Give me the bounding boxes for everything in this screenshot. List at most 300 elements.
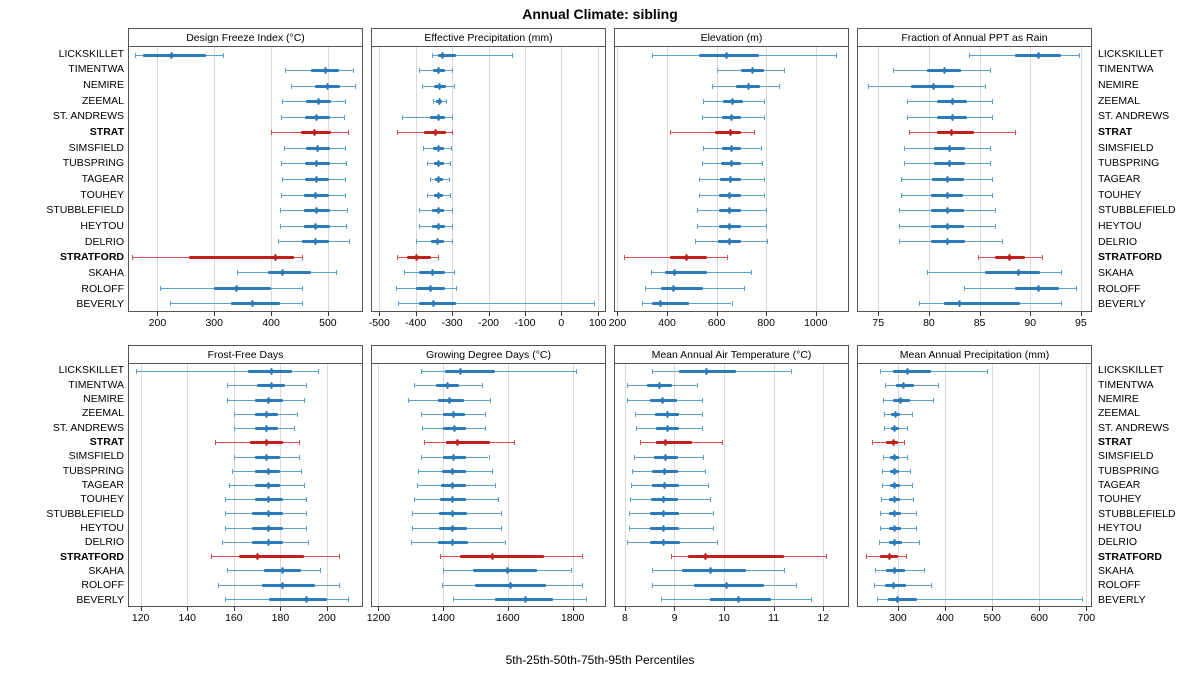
whisker-cap	[306, 383, 307, 388]
whisker-cap	[396, 286, 397, 291]
x-tick	[328, 312, 329, 316]
median-marker	[456, 439, 459, 446]
whisker-cap	[419, 224, 420, 229]
y-tick-label: TOUHEY	[80, 188, 124, 201]
whisker-cap	[411, 540, 412, 545]
whisker-cap	[882, 469, 883, 474]
whisker-cap	[227, 568, 228, 573]
whisker-cap	[885, 383, 886, 388]
grid-line	[525, 47, 526, 311]
median-marker	[899, 397, 902, 404]
y-tick-label: DELRIO	[1098, 536, 1138, 549]
y-tick-label: STUBBLEFIELD	[1098, 204, 1176, 217]
y-tick-label: ZEEMAL	[1098, 94, 1141, 107]
x-axis-panel-effective-precipitation	[368, 312, 607, 332]
whisker-cap	[652, 369, 653, 374]
whisker-cap	[764, 193, 765, 198]
whisker-cap	[722, 440, 723, 445]
y-tick-label: DELRIO	[84, 235, 124, 248]
whisker-cap	[345, 177, 346, 182]
median-marker	[892, 582, 895, 589]
whisker-cap	[762, 161, 763, 166]
interquartile-bar	[661, 287, 703, 290]
whisker-cap	[1042, 255, 1043, 260]
y-tick-label: STUBBLEFIELD	[1098, 507, 1176, 520]
whisker-cap	[695, 239, 696, 244]
median-marker	[281, 269, 284, 276]
x-tick	[378, 607, 379, 611]
whisker-cap	[784, 568, 785, 573]
whisker-cap	[713, 526, 714, 531]
x-tick	[674, 607, 675, 611]
whisker-cap	[397, 255, 398, 260]
whisker-cap	[225, 511, 226, 516]
x-tick	[379, 312, 380, 316]
x-tick	[452, 312, 453, 316]
whisker-cap	[170, 301, 171, 306]
x-tick	[667, 312, 668, 316]
y-tick-label: SIMSFIELD	[68, 141, 124, 154]
x-tick-label: 100	[588, 317, 607, 329]
x-tick-label: 400	[262, 317, 280, 329]
whisker-cap	[924, 568, 925, 573]
plot-area	[858, 47, 1091, 311]
whisker-cap	[990, 146, 991, 151]
median-marker	[265, 454, 268, 461]
median-marker	[946, 238, 949, 245]
interquartile-bar	[937, 131, 974, 134]
whisker-cap	[992, 99, 993, 104]
page-title: Annual Climate: sibling	[522, 6, 678, 22]
median-marker	[434, 129, 437, 136]
whisker-cap	[418, 469, 419, 474]
panel-frost-free-days	[128, 345, 363, 607]
whisker-cap	[702, 115, 703, 120]
median-marker	[281, 582, 284, 589]
y-tick-label: HEYTOU	[1098, 522, 1142, 535]
whisker-cap	[872, 440, 873, 445]
grid-line	[573, 364, 574, 606]
whisker-cap	[992, 193, 993, 198]
x-tick	[416, 312, 417, 316]
whisker-cap	[912, 483, 913, 488]
whisker-cap	[280, 208, 281, 213]
whisker-cap	[703, 146, 704, 151]
median-marker	[314, 238, 317, 245]
whisker-cap	[883, 398, 884, 403]
panel-title: Design Freeze Index (°C)	[129, 29, 362, 47]
median-marker	[1037, 52, 1040, 59]
whisker-cap	[907, 99, 908, 104]
plot-area	[615, 47, 848, 311]
median-marker	[662, 539, 665, 546]
x-tick	[1081, 312, 1082, 316]
x-tick	[929, 312, 930, 316]
y-tick-label: TOUHEY	[80, 493, 124, 506]
median-marker	[270, 382, 273, 389]
whisker-cap	[432, 53, 433, 58]
median-marker	[438, 98, 441, 105]
median-marker	[943, 67, 946, 74]
interquartile-bar	[438, 54, 456, 57]
y-tick-label: STRAT	[1098, 435, 1133, 448]
y-tick-label: NEMIRE	[83, 79, 124, 92]
median-marker	[270, 368, 273, 375]
median-marker	[452, 454, 455, 461]
median-marker	[659, 300, 662, 307]
median-marker	[451, 496, 454, 503]
x-tick-label: 700	[1077, 612, 1096, 624]
x-axis-panel-design-freeze-index	[129, 312, 362, 332]
interquartile-bar	[985, 271, 1041, 274]
whisker-cap	[916, 511, 917, 516]
x-tick	[489, 312, 490, 316]
median-marker	[662, 510, 665, 517]
median-marker	[946, 176, 949, 183]
x-tick	[625, 607, 626, 611]
panel-design-freeze-index	[128, 28, 363, 312]
whisker-cap	[297, 412, 298, 417]
x-tick-label: 85	[973, 317, 986, 329]
interquartile-bar	[893, 370, 931, 373]
x-axis-panel-elevation	[608, 312, 848, 332]
median-marker	[731, 98, 734, 105]
median-marker	[664, 454, 667, 461]
grid-line	[379, 47, 380, 311]
x-tick-label: 1400	[431, 612, 455, 624]
y-tick-label: TIMENTWA	[1098, 63, 1154, 76]
panel-fraction-ppt-rain	[857, 28, 1092, 312]
whisker-cap	[291, 84, 292, 89]
grid-line	[187, 364, 188, 606]
whisker-cap	[931, 583, 932, 588]
whisker-cap	[421, 455, 422, 460]
whisker-cap	[901, 193, 902, 198]
y-tick-label: STRATFORD	[60, 251, 124, 264]
whisker-cap	[969, 53, 970, 58]
whisker-cap	[284, 146, 285, 151]
whisker-cap	[278, 239, 279, 244]
whisker-cap	[306, 526, 307, 531]
x-tick-label: 11	[768, 612, 780, 624]
whisker-cap	[919, 540, 920, 545]
whisker-cap	[779, 84, 780, 89]
whisker-cap	[990, 161, 991, 166]
x-tick-label: 160	[225, 612, 243, 624]
whisker-cap	[901, 177, 902, 182]
y-tick-label: TIMENTWA	[68, 378, 124, 391]
y-tick-label: LICKSKILLET	[1098, 364, 1164, 377]
grid-line	[141, 364, 142, 606]
whisker-cap	[485, 426, 486, 431]
whisker-cap	[880, 369, 881, 374]
median-marker	[728, 223, 731, 230]
whisker-cap	[452, 115, 453, 120]
interquartile-bar	[650, 541, 681, 544]
median-marker	[256, 553, 259, 560]
whisker-cap	[576, 369, 577, 374]
x-tick-label: 9	[671, 612, 678, 624]
median-marker	[438, 83, 441, 90]
panel-title: Growing Degree Days (°C)	[372, 346, 605, 364]
whisker-cap	[339, 583, 340, 588]
whisker-cap	[452, 68, 453, 73]
whisker-cap	[306, 497, 307, 502]
median-marker	[662, 525, 665, 532]
whisker-cap	[345, 99, 346, 104]
y-tick-label: BEVERLY	[76, 298, 124, 311]
x-tick-label: 95	[1075, 317, 1087, 329]
whisker-cap	[282, 99, 283, 104]
x-axis-caption: 5th-25th-50th-75th-95th Percentiles	[505, 653, 695, 667]
whisker-cap	[629, 526, 630, 531]
whisker-cap	[884, 426, 885, 431]
y-tick-label: TAGEAR	[1098, 173, 1141, 185]
median-marker	[1017, 269, 1020, 276]
median-marker	[673, 269, 676, 276]
whisker-cap	[482, 383, 483, 388]
x-tick	[234, 607, 235, 611]
y-tick-label: SKAHA	[1098, 266, 1134, 279]
median-marker	[265, 411, 268, 418]
whisker-cap	[703, 455, 704, 460]
x-tick	[443, 607, 444, 611]
x-tick	[1039, 607, 1040, 611]
median-marker	[267, 510, 270, 517]
median-marker	[491, 553, 494, 560]
whisker-cap	[705, 469, 706, 474]
y-tick-label: ZEEMAL	[81, 94, 124, 107]
interquartile-bar	[269, 598, 327, 601]
x-tick-label: -400	[405, 317, 427, 329]
whisker-cap	[713, 511, 714, 516]
whisker-cap	[450, 161, 451, 166]
y-tick-label: ST. ANDREWS	[52, 421, 124, 434]
whisker-cap	[899, 224, 900, 229]
whisker-cap	[281, 161, 282, 166]
y-tick-label: BEVERLY	[1098, 593, 1146, 606]
whisker-cap	[796, 583, 797, 588]
whisker-cap	[880, 526, 881, 531]
median-marker	[453, 425, 456, 432]
x-tick-label: 120	[131, 612, 150, 624]
median-marker	[663, 468, 666, 475]
whisker-cap	[1015, 130, 1016, 135]
x-axis-panel-fraction-ppt-rain	[858, 312, 1091, 332]
whisker-cap	[634, 455, 635, 460]
median-marker	[685, 254, 688, 261]
whisker-cap	[995, 208, 996, 213]
x-tick-label: 1200	[366, 612, 391, 624]
x-tick	[141, 607, 142, 611]
whisker-cap	[449, 177, 450, 182]
median-marker	[729, 129, 732, 136]
median-marker	[326, 83, 329, 90]
interquartile-bar	[688, 555, 783, 558]
whisker-cap	[454, 270, 455, 275]
whisker-cap	[430, 177, 431, 182]
whisker-cap	[764, 177, 765, 182]
interquartile-bar	[143, 54, 206, 57]
whisker-cap	[398, 301, 399, 306]
x-tick	[561, 312, 562, 316]
whisker-cap	[304, 483, 305, 488]
median-marker	[747, 83, 750, 90]
whisker-cap	[227, 383, 228, 388]
whisker-cap	[1002, 239, 1003, 244]
y-tick-label: ST. ANDREWS	[52, 110, 124, 123]
x-tick	[573, 607, 574, 611]
median-marker	[896, 596, 899, 603]
interquartile-bar	[262, 584, 316, 587]
whisker-cap	[868, 84, 869, 89]
median-marker	[281, 567, 284, 574]
grid-line	[992, 364, 993, 606]
median-marker	[661, 397, 664, 404]
x-tick	[214, 312, 215, 316]
median-marker	[948, 160, 951, 167]
whisker-cap	[132, 255, 133, 260]
y-tick-label: ST. ANDREWS	[1098, 110, 1170, 123]
interquartile-bar	[652, 302, 689, 305]
y-tick-label: BEVERLY	[1098, 298, 1146, 311]
y-tick-label: SIMSFIELD	[68, 450, 124, 463]
whisker-cap	[302, 286, 303, 291]
median-marker	[958, 300, 961, 307]
whisker-cap	[349, 239, 350, 244]
y-tick-label: SIMSFIELD	[1098, 141, 1154, 154]
whisker-cap	[727, 255, 728, 260]
y-tick-label: TOUHEY	[1098, 493, 1142, 506]
grid-line	[214, 47, 215, 311]
whisker-cap	[1061, 301, 1062, 306]
median-marker	[274, 254, 277, 261]
median-marker	[894, 411, 897, 418]
grid-line	[489, 47, 490, 311]
whisker-cap	[433, 99, 434, 104]
median-marker	[267, 496, 270, 503]
whisker-cap	[627, 383, 628, 388]
whisker-cap	[630, 497, 631, 502]
whisker-cap	[302, 301, 303, 306]
median-marker	[432, 300, 435, 307]
y-tick-label: SIMSFIELD	[1098, 450, 1154, 463]
median-marker	[267, 525, 270, 532]
median-marker	[666, 425, 669, 432]
whisker-cap	[985, 84, 986, 89]
grid-line	[1081, 47, 1082, 311]
y-tick-label: TAGEAR	[81, 173, 124, 185]
median-marker	[666, 411, 669, 418]
whisker-cap	[419, 68, 420, 73]
whisker-cap	[320, 568, 321, 573]
whisker-cap	[893, 68, 894, 73]
grid-line	[1086, 364, 1087, 606]
whisker-cap	[764, 99, 765, 104]
whisker-cap	[826, 554, 827, 559]
y-tick-label: SKAHA	[88, 565, 124, 578]
whisker-cap	[421, 369, 422, 374]
x-tick-label: -500	[368, 317, 390, 329]
whisker-cap	[271, 130, 272, 135]
y-tick-label: ZEEMAL	[81, 407, 124, 420]
x-tick	[766, 312, 767, 316]
median-marker	[730, 114, 733, 121]
median-marker	[950, 129, 953, 136]
median-marker	[893, 567, 896, 574]
whisker-cap	[992, 115, 993, 120]
x-tick-label: 1800	[560, 612, 585, 624]
whisker-cap	[907, 115, 908, 120]
whisker-cap	[348, 130, 349, 135]
x-tick-label: 0	[558, 317, 565, 329]
whisker-line	[421, 371, 576, 372]
x-tick-label: -200	[477, 317, 500, 329]
median-marker	[751, 67, 754, 74]
whisker-cap	[571, 568, 572, 573]
y-tick-label: STRAT	[89, 435, 124, 448]
panel-growing-degree-days	[371, 345, 606, 607]
whisker-cap	[913, 497, 914, 502]
whisker-cap	[744, 286, 745, 291]
whisker-cap	[594, 301, 595, 306]
whisker-cap	[355, 84, 356, 89]
whisker-cap	[489, 455, 490, 460]
interquartile-bar	[189, 256, 294, 259]
whisker-cap	[419, 208, 420, 213]
whisker-cap	[990, 68, 991, 73]
y-tick-label: TAGEAR	[1098, 479, 1141, 491]
median-marker	[316, 145, 319, 152]
grid-line	[378, 364, 379, 606]
plot-area	[129, 47, 362, 311]
whisker-cap	[874, 583, 875, 588]
y-axis-labels-right	[1098, 345, 1200, 607]
y-tick-label: TIMENTWA	[1098, 378, 1154, 391]
whisker-cap	[642, 301, 643, 306]
x-tick	[992, 607, 993, 611]
median-marker	[265, 425, 268, 432]
x-tick-label: 500	[319, 317, 337, 329]
whisker-cap	[651, 270, 652, 275]
whisker-cap	[784, 68, 785, 73]
whisker-cap	[446, 99, 447, 104]
whisker-cap	[933, 398, 934, 403]
whisker-cap	[635, 412, 636, 417]
whisker-cap	[875, 568, 876, 573]
whisker-cap	[501, 511, 502, 516]
y-tick-label: DELRIO	[84, 536, 124, 549]
interquartile-bar	[710, 598, 771, 601]
x-axis-panel-mean-annual-air-temperature	[615, 607, 848, 627]
whisker-cap	[306, 511, 307, 516]
whisker-cap	[909, 130, 910, 135]
whisker-cap	[992, 177, 993, 182]
interquartile-bar	[888, 598, 917, 601]
whisker-cap	[702, 161, 703, 166]
whisker-cap	[490, 398, 491, 403]
whisker-cap	[1061, 270, 1062, 275]
whisker-cap	[899, 239, 900, 244]
whisker-cap	[452, 224, 453, 229]
y-tick-label: HEYTOU	[80, 219, 124, 232]
whisker-cap	[424, 440, 425, 445]
grid-line	[327, 364, 328, 606]
whisker-cap	[421, 412, 422, 417]
whisker-cap	[412, 526, 413, 531]
whisker-cap	[652, 568, 653, 573]
whisker-cap	[215, 440, 216, 445]
